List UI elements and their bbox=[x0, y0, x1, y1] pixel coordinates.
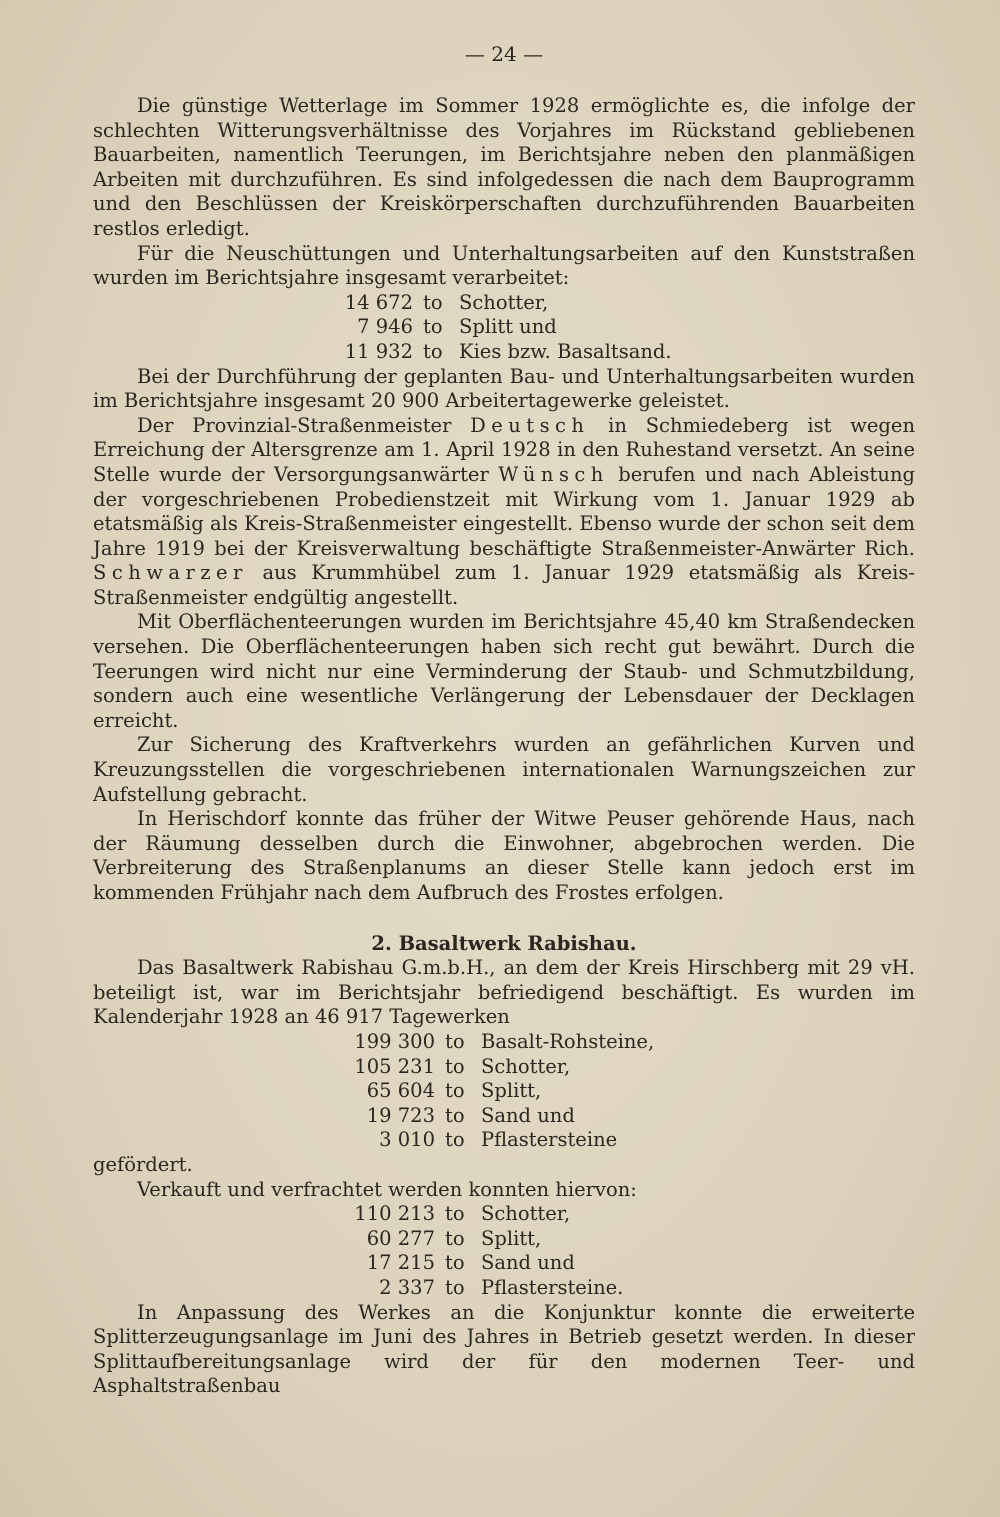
sales-table bbox=[93, 1202, 915, 1300]
amount: 110 213 bbox=[354, 1202, 435, 1226]
paragraph-workdays: Bei der Durchführung der geplanten Bau- und Unterhaltungsarbeiten wurden im Berichtsjahre insgesamt 20 900 Arbeitertagewerke geleistet. bbox=[93, 364, 915, 413]
paragraph-materials-intro: Für die Neuschüttungen und Unterhaltungsarbeiten auf den Kunststraßen wurden im Berichtsjahre insgesamt verarbeitet: bbox=[93, 241, 915, 290]
unit: to bbox=[423, 315, 443, 339]
material: Splitt und bbox=[459, 315, 557, 339]
personnel-text-d: aus Krummhübel zum 1. Januar 1929 etatsmäßig als Kreis-Straßenmeister endgültig angestellt. bbox=[93, 561, 915, 609]
table-row bbox=[93, 1104, 915, 1129]
section-heading: 2. Basaltwerk Rabishau. bbox=[371, 931, 637, 955]
material: Pflastersteine bbox=[481, 1128, 618, 1152]
material: Schotter, bbox=[459, 290, 549, 314]
table-row bbox=[93, 315, 915, 340]
unit: to bbox=[445, 1128, 465, 1152]
material: Splitt, bbox=[481, 1079, 542, 1103]
unit: to bbox=[445, 1079, 465, 1103]
unit: to bbox=[445, 1202, 465, 1226]
material: Schotter, bbox=[481, 1054, 571, 1078]
table-row bbox=[93, 1030, 915, 1055]
material: Pflastersteine. bbox=[481, 1275, 624, 1299]
paragraph-sales-intro: Verkauft und verfrachtet werden konnten hiervon: bbox=[137, 1177, 637, 1201]
paragraph-weather: Die günstige Wetterlage im Sommer 1928 ermöglichte es, die infolge der schlechten Witterungsverhältnisse des Vorjahres im Rückstand gebliebenen Bauarbeiten, namentlich Teerungen, im Berichtsjahre neben den planmäßigen Arbeiten mit durchzuführen. Es sind infolgedessen die nach dem Bauprogramm und den Beschlüssen der Kreiskörperschaften durchzuführenden Bauarbeiten restlos erledigt. bbox=[93, 94, 915, 240]
unit: to bbox=[445, 1029, 465, 1053]
amount: 7 946 bbox=[357, 315, 413, 339]
amount: 17 215 bbox=[366, 1251, 435, 1275]
amount: 65 604 bbox=[366, 1079, 435, 1103]
paragraph-gefoerdert: gefördert. bbox=[93, 1152, 193, 1176]
material: Splitt, bbox=[481, 1226, 542, 1250]
amount: 2 337 bbox=[379, 1275, 435, 1299]
unit: to bbox=[423, 290, 443, 314]
unit: to bbox=[445, 1103, 465, 1127]
materials-used-table bbox=[93, 291, 915, 365]
unit: to bbox=[445, 1226, 465, 1250]
amount: 19 723 bbox=[366, 1103, 435, 1127]
unit: to bbox=[445, 1275, 465, 1299]
material: Basalt-Rohsteine, bbox=[481, 1029, 655, 1053]
table-row bbox=[93, 1227, 915, 1252]
material: Kies bzw. Basaltsand. bbox=[459, 339, 672, 363]
material: Sand und bbox=[481, 1103, 575, 1127]
person-name-schwarzer: Schwarzer bbox=[93, 561, 248, 585]
amount: 199 300 bbox=[354, 1029, 435, 1053]
material: Schotter, bbox=[481, 1202, 571, 1226]
unit: to bbox=[445, 1054, 465, 1078]
amount: 14 672 bbox=[344, 290, 413, 314]
page-number: — 24 — bbox=[464, 42, 544, 66]
unit: to bbox=[445, 1251, 465, 1275]
paragraph-personnel bbox=[93, 414, 915, 611]
paragraph-basaltwerk: Das Basaltwerk Rabishau G.m.b.H., an dem der Kreis Hirschberg mit 29 vH. beteiligt ist, war im Berichtsjahr befriedigend beschäftigt. Es wurden im Kalenderjahr 1928 an 46 917 Tagewerken bbox=[93, 956, 915, 1029]
table-row bbox=[93, 1251, 915, 1276]
paragraph-splitt-plant: In Anpassung des Werkes an die Konjunktur konnte die erweiterte Splitterzeugungsanlage im Juni des Jahres in Betrieb gesetzt werden. In dieser Splittaufbereitungsanlage wird der für den modernen Teer- und Asphaltstraßenbau bbox=[93, 1300, 915, 1398]
production-table bbox=[93, 1030, 915, 1153]
amount: 11 932 bbox=[344, 339, 413, 363]
person-name-deutsch: Deutsch bbox=[470, 413, 590, 437]
person-name-wuensch: Wünsch bbox=[498, 462, 609, 486]
table-row bbox=[93, 1202, 915, 1227]
paragraph-surface-tarring: Mit Oberflächenteerungen wurden im Berichtsjahre 45,40 km Straßendecken versehen. Die Oberflächenteerungen haben sich recht gut bewährt. Durch die Teerungen wird nicht nur eine Verminderung der Staub- und Schmutzbildung, sondern auch eine wesentliche Verlängerung der Lebensdauer der Decklagen erreicht. bbox=[93, 610, 915, 732]
paragraph-herischdorf: In Herischdorf konnte das früher der Witwe Peuser gehörende Haus, nach der Räumung desselben durch die Einwohner, abgebrochen werden. Die Verbreiterung des Straßenplanums an dieser Stelle kann jedoch erst im kommenden Frühjahr nach dem Aufbruch des Frostes erfolgen. bbox=[93, 807, 915, 904]
paragraph-warning-signs: Zur Sicherung des Kraftverkehrs wurden an gefährlichen Kurven und Kreuzungsstellen die vorgeschriebenen internationalen Warnungszeichen zur Aufstellung gebracht. bbox=[93, 733, 915, 806]
table-row bbox=[93, 340, 915, 365]
material: Sand und bbox=[481, 1251, 575, 1275]
unit: to bbox=[423, 339, 443, 363]
personnel-text-c: berufen und nach Ableistung der vorgeschriebenen Probedienstzeit mit Wirkung vom 1. Januar 1929 ab etatsmäßig als Kreis-Straßenmeister eingestellt. Ebenso wurde der schon seit dem Jahre 1919 bei der Kreisverwaltung beschäftigte Straßenmeister-Anwärter Rich. bbox=[93, 462, 915, 560]
personnel-text-a: Der Provinzial-Straßenmeister bbox=[137, 413, 452, 437]
amount: 3 010 bbox=[379, 1128, 435, 1152]
personnel-text-b: in Schmiedeberg ist wegen Erreichung der Altersgrenze am 1. April 1928 in den Ruhestand versetzt. An seine Stelle wurde der Versorgungsanwärter bbox=[93, 413, 915, 486]
page-content bbox=[93, 42, 915, 1399]
table-row bbox=[93, 291, 915, 316]
table-row bbox=[93, 1276, 915, 1301]
table-row bbox=[93, 1079, 915, 1104]
amount: 105 231 bbox=[354, 1054, 435, 1078]
table-row bbox=[93, 1128, 915, 1153]
amount: 60 277 bbox=[366, 1226, 435, 1250]
table-row bbox=[93, 1055, 915, 1080]
